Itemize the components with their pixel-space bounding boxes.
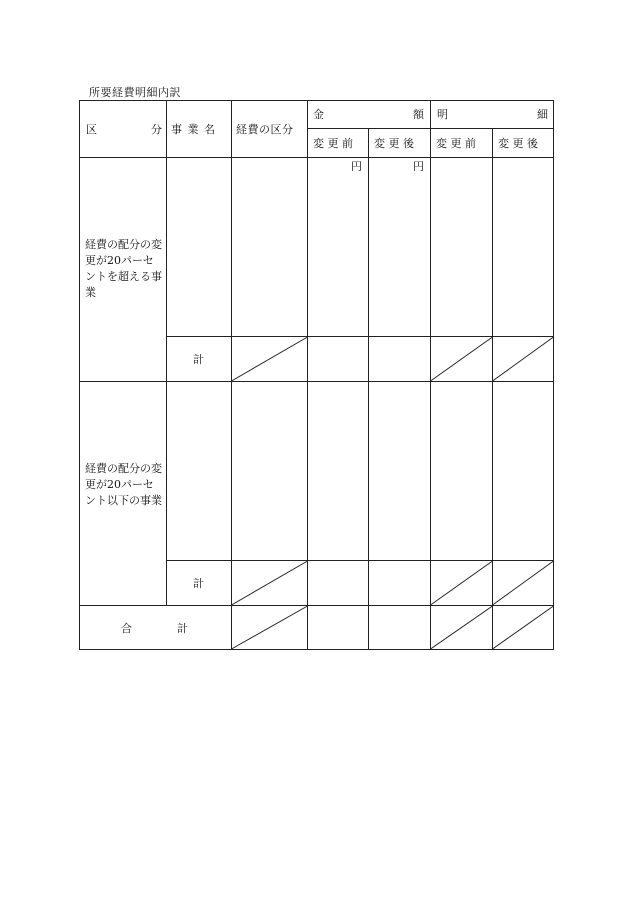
- diagonal-s2-keihi: [232, 561, 308, 605]
- header-kingaku-left: 金: [313, 108, 324, 121]
- header-meisai-right: 細: [537, 108, 548, 121]
- table-border: [80, 101, 554, 650]
- diagonal-total-keihi: [232, 606, 308, 649]
- unit-yen-before: 円: [351, 160, 362, 173]
- document-title: 所要経費明細内訳: [89, 86, 181, 99]
- diagonal-s1-keihi: [232, 337, 308, 381]
- diagonal-s2-meisai-after: [493, 561, 554, 605]
- header-kubun-right: 分: [151, 123, 162, 136]
- diagonal-s1-meisai-after: [493, 337, 554, 381]
- header-kingaku-after: 変 更 後: [374, 137, 414, 150]
- section2-label: 経費の配分の変更が20パーセント以下の事業: [85, 462, 162, 507]
- header-jigyo-name: 事 業 名: [171, 123, 216, 136]
- diagonal-s2-meisai-before: [431, 561, 493, 605]
- header-kubun-left: 区: [86, 123, 97, 136]
- header-kingaku-before: 変 更 前: [313, 137, 353, 150]
- header-kingaku-right: 額: [413, 108, 424, 121]
- total-label-left: 合: [121, 622, 132, 635]
- header-meisai-after: 変 更 後: [498, 137, 538, 150]
- header-keihi-kubun: 経費の区分: [236, 123, 294, 136]
- section1-label: 経費の配分の変更が20パーセントを超える事業: [85, 238, 162, 299]
- section1-subtotal-label: 計: [193, 353, 204, 366]
- diagonal-s1-meisai-before: [431, 337, 493, 381]
- header-meisai-before: 変 更 前: [436, 137, 476, 150]
- section2-subtotal-label: 計: [193, 577, 204, 590]
- header-meisai-left: 明: [437, 108, 448, 121]
- diagonal-total-meisai-before: [431, 606, 493, 649]
- diagonal-total-meisai-after: [493, 606, 554, 649]
- total-label-right: 計: [177, 622, 188, 635]
- unit-yen-after: 円: [413, 160, 424, 173]
